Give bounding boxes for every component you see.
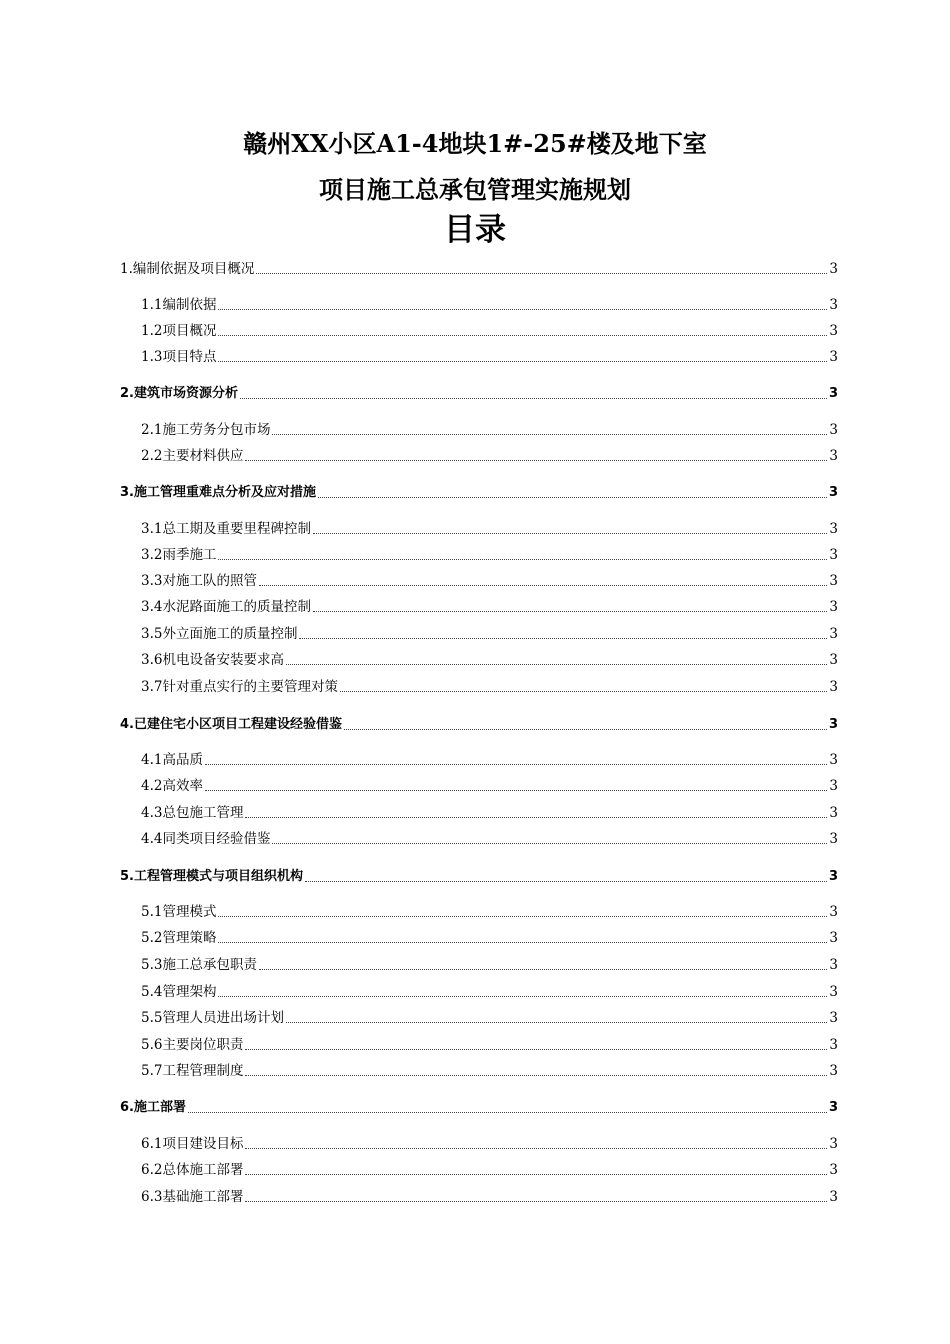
toc-leader-dots [205,790,827,791]
toc-leader-dots [240,398,827,399]
toc-page-number: 3 [829,349,838,365]
toc-entry[interactable] [141,295,838,315]
toc-leader-dots [245,1148,827,1149]
toc-entry-label: 4.4同类项目经验借鉴 [141,831,271,847]
toc-entry-label: 1.3项目特点 [141,349,217,365]
toc-entry-label: 4.3总包施工管理 [141,805,244,821]
toc-page-number: 3 [829,422,838,438]
toc-leader-dots [188,1112,827,1113]
toc-entry[interactable] [141,420,838,440]
toc-entry[interactable] [141,829,838,849]
toc-entry[interactable] [141,545,838,565]
toc-entry[interactable] [141,928,838,948]
toc-page-number: 3 [829,652,838,668]
toc-entry-label: 3.1总工期及重要里程碑控制 [141,521,311,537]
toc-entry-label: 3.5外立面施工的质量控制 [141,626,298,642]
toc-entry[interactable] [141,902,838,922]
toc-page-number: 3 [828,1100,838,1115]
toc-entry[interactable] [141,1008,838,1028]
toc-entry-label: 5.工程管理模式与项目组织机构 [120,869,303,884]
toc-page-number: 3 [829,984,838,1000]
toc-entry[interactable] [141,955,838,975]
toc-entry-label: 3.施工管理重难点分析及应对措施 [120,485,316,500]
toc-page-number: 3 [829,957,838,973]
toc-entry[interactable] [141,1035,838,1055]
toc-entry-label: 3.4水泥路面施工的质量控制 [141,599,311,615]
toc-page-number: 3 [829,1063,838,1079]
toc-leader-dots [245,1075,827,1076]
toc-page-number: 3 [829,1010,838,1026]
toc-entry[interactable] [120,259,838,279]
toc-entry-label: 2.2主要材料供应 [141,448,244,464]
toc-entry-label: 1.1编制依据 [141,297,217,313]
toc-leader-dots [340,691,827,692]
toc-page-number: 3 [829,805,838,821]
document-subtitle: 项目施工总承包管理实施规划 [319,175,631,204]
toc-page-number: 3 [829,1037,838,1053]
toc-leader-dots [259,969,827,970]
toc-entry[interactable] [141,750,838,770]
toc-page-number: 3 [829,547,838,563]
toc-entry[interactable] [120,483,838,503]
toc-entry[interactable] [120,1098,838,1118]
toc-leader-dots [272,843,827,844]
toc-entry[interactable] [120,384,838,404]
toc-entry-label: 5.3施工总承包职责 [141,957,257,973]
toc-entry-label: 4.2高效率 [141,778,203,794]
toc-leader-dots [245,817,827,818]
toc-leader-dots [344,729,827,730]
toc-page-number: 3 [829,679,838,695]
toc-entry[interactable] [141,624,838,644]
toc-entry[interactable] [120,867,838,887]
toc-leader-dots [245,460,827,461]
toc-page-number: 3 [829,831,838,847]
toc-entry[interactable] [141,677,838,697]
toc-leader-dots [218,309,827,310]
toc-leader-dots [218,916,827,917]
toc-entry[interactable] [141,1187,838,1207]
toc-leader-dots [218,559,827,560]
toc-page-number: 3 [829,626,838,642]
toc-leader-dots [318,497,827,498]
toc-entry-label: 6.3基础施工部署 [141,1189,244,1205]
toc-page-number: 3 [829,778,838,794]
toc-entry-label: 2.1施工劳务分包市场 [141,422,271,438]
toc-page-number: 3 [829,1136,838,1152]
toc-entry[interactable] [141,1061,838,1081]
toc-entry-label: 4.1高品质 [141,752,203,768]
toc-page-number: 3 [829,521,838,537]
toc-entry-label: 5.4管理架构 [141,984,217,1000]
toc-leader-dots [272,434,827,435]
toc-entry[interactable] [141,571,838,591]
toc-entry-label: 6.1项目建设目标 [141,1136,244,1152]
toc-entry-label: 5.2管理策略 [141,930,217,946]
toc-leader-dots [218,361,827,362]
toc-page-number: 3 [828,717,838,732]
toc-entry[interactable] [141,446,838,466]
toc-page-number: 3 [829,297,838,313]
toc-leader-dots [218,335,827,336]
toc-leader-dots [245,1049,827,1050]
toc-page-number: 3 [828,386,838,401]
toc-page-number: 3 [829,904,838,920]
toc-heading: 目录 [444,212,506,248]
toc-leader-dots [218,996,827,997]
toc-leader-dots [218,942,827,943]
toc-leader-dots [245,1201,827,1202]
toc-entry[interactable] [141,1160,838,1180]
toc-entry-label: 3.7针对重点实行的主要管理对策 [141,679,338,695]
toc-entry-label: 6.2总体施工部署 [141,1162,244,1178]
toc-entry[interactable] [141,650,838,670]
toc-leader-dots [313,533,827,534]
toc-entry[interactable] [120,715,838,735]
toc-leader-dots [256,273,827,274]
document-title: 赣州XX小区A1-4地块1#-25#楼及地下室 [243,129,707,158]
toc-leader-dots [299,638,827,639]
toc-leader-dots [245,1174,827,1175]
toc-page-number: 3 [829,599,838,615]
toc-page-number: 3 [829,1189,838,1205]
toc-leader-dots [259,585,827,586]
toc-leader-dots [205,764,827,765]
toc-leader-dots [286,664,827,665]
toc-entry[interactable] [141,321,838,341]
toc-page-number: 3 [828,485,838,500]
toc-entry-label: 5.7工程管理制度 [141,1063,244,1079]
toc-entry[interactable] [141,519,838,539]
toc-entry-label: 4.已建住宅小区项目工程建设经验借鉴 [120,717,342,732]
toc-entry-label: 3.3对施工队的照管 [141,573,257,589]
toc-page-number: 3 [829,930,838,946]
toc-entry[interactable] [141,1134,838,1154]
toc-entry-label: 5.6主要岗位职责 [141,1037,244,1053]
toc-page-number: 3 [829,1162,838,1178]
toc-leader-dots [305,881,827,882]
toc-entry-label: 2.建筑市场资源分析 [120,386,238,401]
toc-entry-label: 3.6机电设备安装要求高 [141,652,284,668]
toc-entry[interactable] [141,597,838,617]
toc-entry-label: 3.2雨季施工 [141,547,217,563]
toc-entry[interactable] [141,982,838,1002]
toc-leader-dots [313,611,827,612]
toc-page-number: 3 [828,869,838,884]
toc-page-number: 3 [829,261,838,277]
toc-page-number: 3 [829,752,838,768]
toc-entry-label: 1.编制依据及项目概况 [120,261,255,277]
toc-entry[interactable] [141,776,838,796]
toc-entry-label: 5.5管理人员进出场计划 [141,1010,284,1026]
toc-entry[interactable] [141,803,838,823]
toc-entry-label: 5.1管理模式 [141,904,217,920]
toc-leader-dots [286,1022,827,1023]
toc-entry-label: 6.施工部署 [120,1100,186,1115]
toc-page-number: 3 [829,573,838,589]
toc-entry[interactable] [141,347,838,367]
toc-page-number: 3 [829,448,838,464]
toc-page-number: 3 [829,323,838,339]
toc-entry-label: 1.2项目概况 [141,323,217,339]
